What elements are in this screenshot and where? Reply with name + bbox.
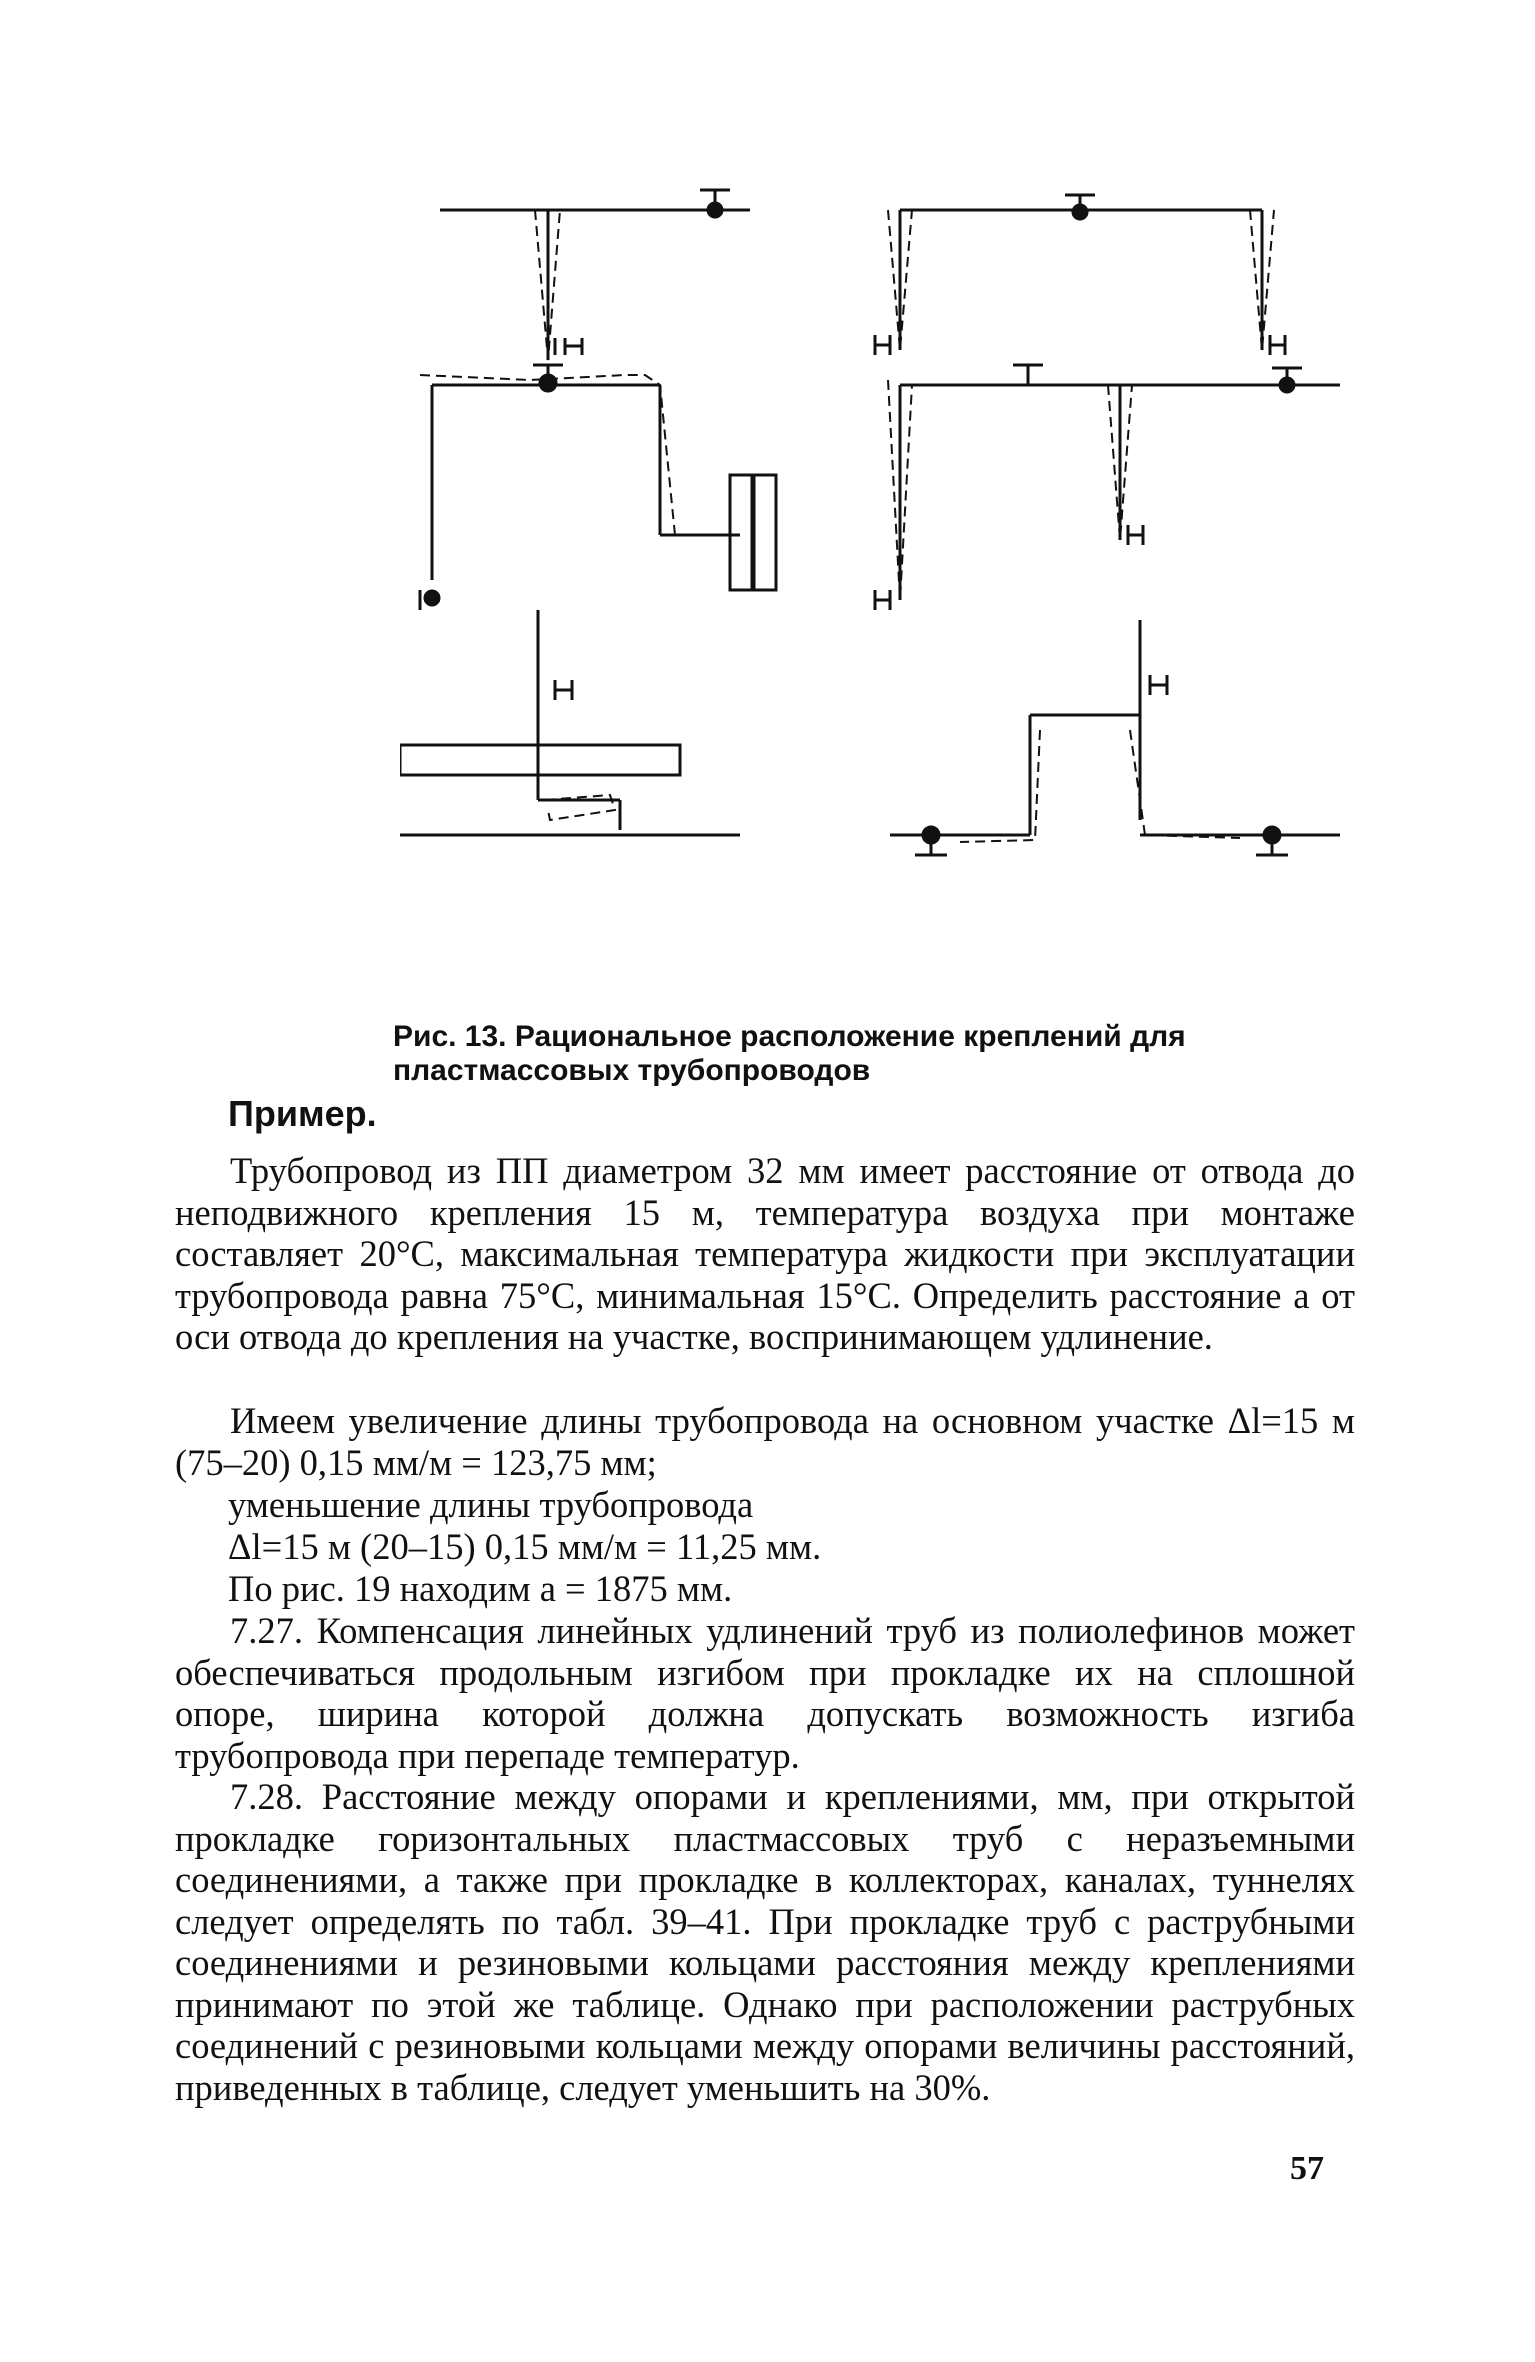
example-heading: Пример. [228,1093,377,1134]
diagram-2 [875,195,1285,355]
section-7-27-text: 7.27. Компенсация линейных удлинений труб из полиолефинов может обеспечиваться продольным изгибом при прокладке их на сплошной опоре, ширина которой должна допускать возможность изгиба трубопровода при перепаде температур. [175,1610,1355,1776]
pipe-fastening-figure [400,170,1350,1030]
diagram-1 [440,190,750,360]
section-7-27 [175,1610,1355,1776]
diagram-3 [420,170,776,610]
figure-caption: Рис. 13. Рациональное расположение креплений для пластмассовых трубопроводов [393,1020,1186,1087]
example-p1: Трубопровод из ПП диаметром 32 мм имеет расстояние от отвода до неподвижного крепления 15 м, температура воздуха при монтаже составляет 20°С, максимальная температура жидкости при эксплуатации трубопровода равна 75°С, минимальная 15°С. Определить расстояние а от оси отвода до крепления на участке, воспринимающем удлинение. [175,1150,1355,1357]
section-7-28 [175,1776,1355,2108]
example-paragraph-1 [175,1150,1355,1358]
example-p3: уменьшение длины трубопровода [228,1484,754,1525]
section-7-28-text: 7.28. Расстояние между опорами и креплениями, мм, при открытой прокладке горизонтальных пластмассовых труб с неразъемными соединениями, а также при прокладке в коллекторах, каналах, туннелях следует определять по табл. 39–41. При прокладке труб с раструбными соединениями и резиновыми кольцами расстояния между креплениями принимают по этой же таблице. Однако при расположении раструбных соединений с резиновыми кольцами между опорами величины расстояний, приведенных в таблице, следует уменьшить на 30%. [175,1776,1355,2108]
example-p5: По рис. 19 находим а = 1875 мм. [228,1568,733,1609]
page-number: 57 [1290,2150,1324,2187]
example-paragraph-2 [175,1400,1355,1483]
diagram-6 [890,620,1340,855]
diagram-5 [400,610,740,835]
example-p2: Имеем увеличение длины трубопровода на основном участке Δl=15 м (75–20) 0,15 мм/м = 123,75 мм; [175,1400,1355,1483]
example-p4: Δl=15 м (20–15) 0,15 мм/м = 11,25 мм. [228,1526,822,1567]
diagram-4 [875,365,1340,610]
